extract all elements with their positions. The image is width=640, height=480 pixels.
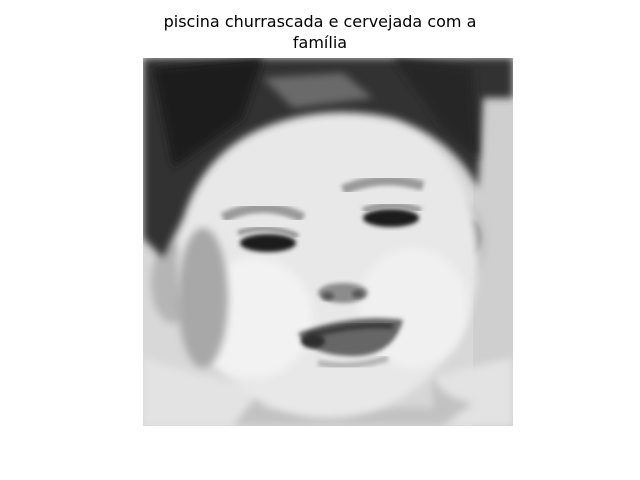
right-eye — [363, 209, 419, 227]
left-nostril — [322, 292, 334, 300]
figure-title-line-1: piscina churrascada e cervejada com a — [163, 12, 477, 31]
mouth-corner — [301, 334, 325, 348]
portrait-image — [143, 58, 513, 426]
left-eye — [240, 234, 296, 252]
figure-title-line-2: família — [292, 33, 348, 52]
right-nostril — [352, 290, 364, 298]
portrait-image-svg — [143, 58, 513, 426]
face-left-shadow — [178, 228, 228, 368]
figure-title — [0, 11, 640, 53]
